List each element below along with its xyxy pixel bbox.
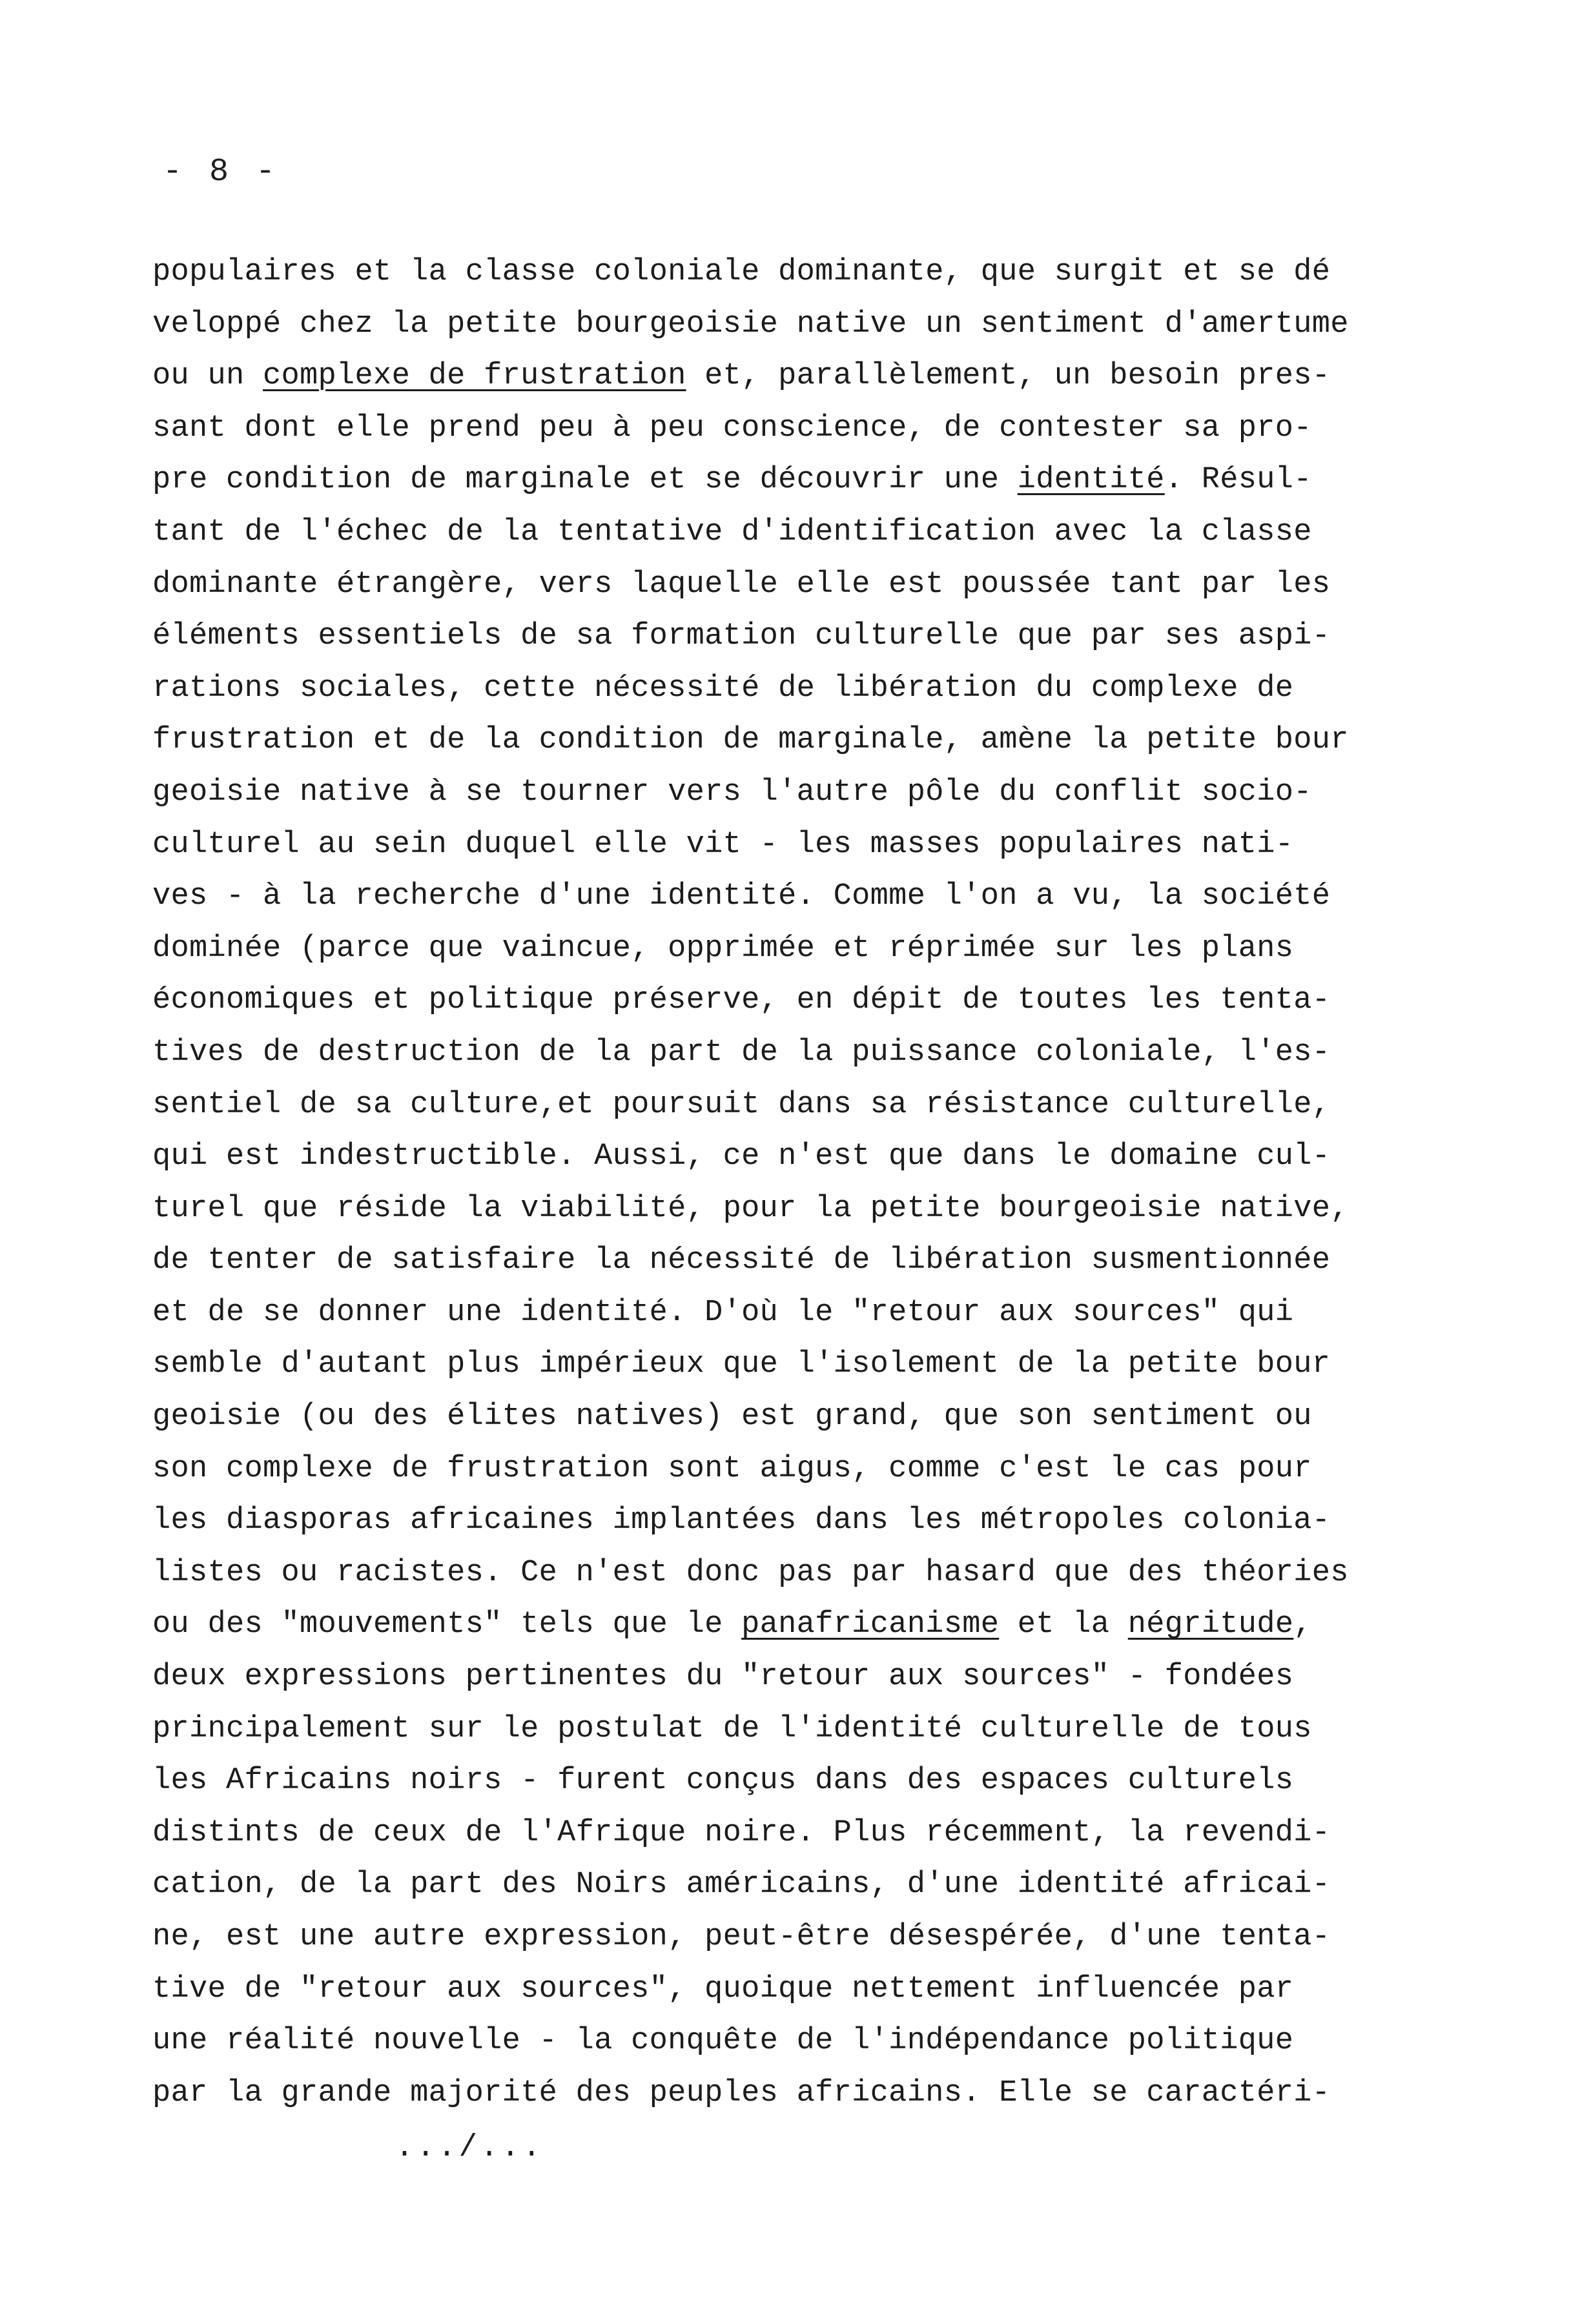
text-line: tives de destruction de la part de la puissance coloniale, l'es- <box>152 1035 1331 1070</box>
text-line: dominée (parce que vaincue, opprimée et réprimée sur les plans <box>152 931 1294 966</box>
text-line: pre condition de marginale et se découvrir une identité. Résul- <box>152 463 1312 498</box>
text-line: ou des "mouvements" tels que le panafricanisme et la négritude, <box>152 1607 1312 1642</box>
text-line: tant de l'échec de la tentative d'identification avec la classe <box>152 515 1312 549</box>
text-line: principalement sur le postulat de l'identité culturelle de tous <box>152 1711 1312 1746</box>
text-line: listes ou racistes. Ce n'est donc pas par hasard que des théories <box>152 1555 1349 1590</box>
text-line: dominante étrangère, vers laquelle elle est poussée tant par les <box>152 567 1331 602</box>
text-line: distints de ceux de l'Afrique noire. Plus récemment, la revendi- <box>152 1815 1331 1850</box>
text-line: turel que réside la viabilité, pour la petite bourgeoisie native, <box>152 1191 1349 1226</box>
body-text <box>152 247 1457 2119</box>
continuation-mark: .../... <box>395 2130 544 2165</box>
text-line: par la grande majorité des peuples africains. Elle se caractéri- <box>152 2075 1331 2110</box>
text-line: cation, de la part des Noirs américains, d'une identité africai- <box>152 1868 1331 1902</box>
text-line: et de se donner une identité. D'où le "retour aux sources" qui <box>152 1295 1294 1330</box>
text-line: rations sociales, cette nécessité de libération du complexe de <box>152 671 1294 706</box>
text-line: populaires et la classe coloniale dominante, que surgit et se dé <box>152 255 1331 289</box>
text-line: ne, est une autre expression, peut-être désespérée, d'une tenta- <box>152 1920 1331 1954</box>
text-line: de tenter de satisfaire la nécessité de libération susmentionnée <box>152 1243 1331 1278</box>
text-line: geoisie native à se tourner vers l'autre pôle du conflit socio- <box>152 775 1312 810</box>
text-line: qui est indestructible. Aussi, ce n'est que dans le domaine cul- <box>152 1139 1331 1174</box>
text-line: son complexe de frustration sont aigus, comme c'est le cas pour <box>152 1451 1312 1486</box>
text-line: tive de "retour aux sources", quoique nettement influencée par <box>152 1972 1294 2006</box>
underlined-term: négritude <box>1127 1607 1294 1642</box>
page-number: - 8 - <box>163 154 280 190</box>
text-line: les diasporas africaines implantées dans les métropoles colonia- <box>152 1503 1331 1538</box>
text-line: frustration et de la condition de marginale, amène la petite bour <box>152 723 1349 758</box>
text-line: sant dont elle prend peu à peu conscience, de contester sa pro- <box>152 411 1312 445</box>
text-line: veloppé chez la petite bourgeoisie native un sentiment d'amertume <box>152 307 1349 341</box>
text-line: les Africains noirs - furent conçus dans des espaces culturels <box>152 1764 1294 1799</box>
underlined-term: panafricanisme <box>741 1607 1000 1642</box>
underlined-term: complexe de frustration <box>263 359 686 394</box>
text-line: ou un complexe de frustration et, parallèlement, un besoin pres- <box>152 359 1331 394</box>
underlined-term: identité <box>1017 463 1165 498</box>
text-line: éléments essentiels de sa formation culturelle que par ses aspi- <box>152 619 1331 654</box>
text-line: ves - à la recherche d'une identité. Comme l'on a vu, la société <box>152 879 1331 914</box>
text-line: culturel au sein duquel elle vit - les masses populaires nati- <box>152 827 1294 862</box>
text-line: geoisie (ou des élites natives) est grand, que son sentiment ou <box>152 1400 1312 1434</box>
text-line: une réalité nouvelle - la conquête de l'indépendance politique <box>152 2024 1294 2059</box>
text-line: sentiel de sa culture,et poursuit dans sa résistance culturelle, <box>152 1087 1331 1122</box>
text-line: économiques et politique préserve, en dépit de toutes les tenta- <box>152 983 1331 1018</box>
text-line: deux expressions pertinentes du "retour aux sources" - fondées <box>152 1660 1294 1695</box>
text-line: semble d'autant plus impérieux que l'isolement de la petite bour <box>152 1347 1331 1382</box>
